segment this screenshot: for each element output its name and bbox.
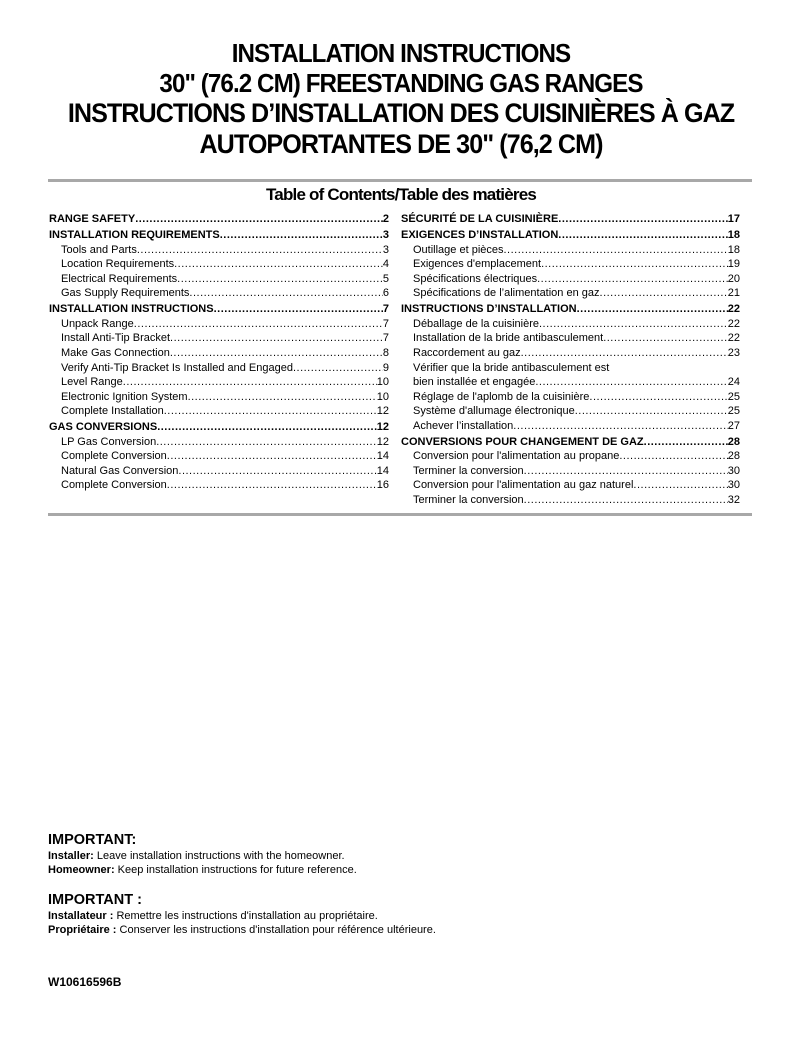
- toc-french-column: [401, 211, 740, 508]
- toc-section[interactable]: [49, 302, 389, 317]
- dot-leader: [603, 331, 728, 346]
- toc-entry-label: Verify Anti-Tip Bracket Is Installed and Engaged: [61, 361, 293, 374]
- toc-entry[interactable]: [401, 286, 740, 301]
- toc-entry-label: Tools and Parts: [61, 243, 137, 256]
- toc-entry[interactable]: [401, 390, 740, 405]
- toc-entry-page: 7: [382, 317, 389, 330]
- installateur-text: Remettre les instructions d'installation au propriétaire.: [113, 910, 378, 922]
- toc-entry-page: 22: [727, 332, 740, 345]
- toc-entry-label: Conversion pour l'alimentation au propane: [413, 450, 620, 463]
- toc-entry-page: 8: [382, 346, 389, 359]
- important-heading: IMPORTANT:: [48, 832, 137, 848]
- toc-entry[interactable]: [401, 464, 740, 479]
- installer-label: Installer:: [48, 850, 94, 862]
- toc-entry-label-continued: bien installée et engagée: [413, 376, 536, 389]
- toc-entry[interactable]: [401, 317, 740, 332]
- toc-entry[interactable]: [401, 404, 740, 419]
- dot-leader: [504, 243, 728, 258]
- dot-leader: [513, 419, 727, 434]
- important-heading-fr: IMPORTANT :: [48, 892, 142, 908]
- toc-entry[interactable]: [401, 331, 740, 346]
- toc-entry-page: 2: [382, 213, 389, 226]
- toc-entry[interactable]: [49, 317, 389, 332]
- dot-leader: [600, 286, 728, 301]
- toc-entry-label: EXIGENCES D’INSTALLATION: [401, 228, 559, 241]
- toc-entry[interactable]: [401, 361, 740, 390]
- toc-entry-page: 17: [727, 213, 740, 226]
- title-line-en-1: INSTALLATION INSTRUCTIONS: [231, 38, 571, 68]
- toc-entry[interactable]: [49, 464, 389, 479]
- toc-entry-page: 19: [727, 258, 740, 271]
- toc-entry-label: Installation de la bride antibasculement: [413, 332, 604, 345]
- dot-leader: [633, 478, 727, 493]
- dot-leader: [170, 331, 383, 346]
- toc-entry[interactable]: [401, 478, 740, 493]
- dot-leader: [558, 212, 727, 227]
- toc-entry-label: Raccordement au gaz: [413, 346, 521, 359]
- toc-entry-label: Install Anti-Tip Bracket: [61, 332, 171, 345]
- toc-entry-label: INSTALLATION INSTRUCTIONS: [49, 303, 214, 316]
- toc-entry-page: 22: [727, 303, 740, 316]
- toc-entry-page: 24: [727, 376, 740, 389]
- installer-note: [48, 849, 357, 863]
- toc-entry-label: Unpack Range: [61, 317, 134, 330]
- installateur-label: Installateur :: [48, 910, 114, 922]
- toc-entry[interactable]: [49, 286, 389, 301]
- toc-entry-page: 20: [727, 272, 740, 285]
- proprietaire-label: Propriétaire :: [48, 924, 117, 936]
- toc-entry-page: 12: [376, 421, 389, 434]
- toc-entry-label: Gas Supply Requirements: [61, 287, 190, 300]
- installer-text: Leave installation instructions with the homeowner.: [93, 850, 345, 862]
- dot-leader: [644, 435, 728, 450]
- toc-entry[interactable]: [49, 272, 389, 287]
- toc-entry-label: INSTALLATION REQUIREMENTS: [49, 228, 220, 241]
- toc-entry[interactable]: [49, 404, 389, 419]
- important-notice-french: [48, 891, 436, 937]
- toc-entry-page: 21: [727, 287, 740, 300]
- dot-leader: [123, 375, 377, 390]
- toc-entry[interactable]: [49, 375, 389, 390]
- toc-entry[interactable]: [49, 243, 389, 258]
- toc-entry-page: 25: [727, 405, 740, 418]
- dot-leader: [170, 346, 383, 361]
- toc-entry-page: 12: [376, 405, 389, 418]
- toc-entry-label: Terminer la conversion: [413, 464, 524, 477]
- toc-entry-label: Exigences d'emplacement: [413, 258, 542, 271]
- toc-entry[interactable]: [401, 272, 740, 287]
- toc-entry[interactable]: [49, 257, 389, 272]
- toc-entry-page: 28: [727, 435, 740, 448]
- document-number: W10616596B: [48, 975, 122, 989]
- title-line-en-2: 30" (76.2 CM) FREESTANDING GAS RANGES: [159, 68, 643, 98]
- dot-leader: [220, 228, 383, 243]
- toc-entry-label: LP Gas Conversion: [61, 435, 157, 448]
- toc-entry-page: 10: [376, 376, 389, 389]
- toc-entry-label: Outillage et pièces: [413, 243, 504, 256]
- toc-entry-page: 23: [727, 346, 740, 359]
- toc-entry[interactable]: [49, 390, 389, 405]
- proprietaire-text: Conserver les instructions d'installation pour référence ultérieure.: [116, 924, 436, 936]
- document-title: [0, 38, 802, 160]
- dot-leader: [189, 286, 382, 301]
- toc-entry-page: 30: [727, 464, 740, 477]
- toc-entry-label: Conversion pour l'alimentation au gaz naturel: [413, 479, 634, 492]
- toc-entry-page: 5: [382, 272, 389, 285]
- toc-entry-page: 7: [382, 332, 389, 345]
- toc-entry-page: 7: [382, 303, 389, 316]
- toc-entry-label: Level Range: [61, 376, 123, 389]
- toc-entry-label: Complete Installation: [61, 405, 164, 418]
- dot-leader: [157, 420, 377, 435]
- dot-leader: [137, 243, 383, 258]
- dot-leader: [619, 449, 727, 464]
- dot-leader: [167, 478, 377, 493]
- toc-entry-label: Terminer la conversion: [413, 494, 524, 507]
- toc-entry[interactable]: [49, 449, 389, 464]
- important-notice-english: [48, 831, 357, 877]
- toc-entry-page: 3: [382, 243, 389, 256]
- dot-leader: [167, 449, 377, 464]
- toc-entry-label: Réglage de l'aplomb de la cuisinière: [413, 390, 590, 403]
- toc-entry-page: 32: [727, 494, 740, 507]
- toc-entry-page: 18: [727, 228, 740, 241]
- dot-leader: [521, 346, 728, 361]
- toc-entry-page: 12: [376, 435, 389, 448]
- toc-entry-page: 4: [382, 258, 389, 271]
- title-line-fr-2: AUTOPORTANTES DE 30" (76,2 CM): [199, 129, 603, 159]
- toc-section[interactable]: [401, 212, 740, 227]
- toc-entry[interactable]: [401, 257, 740, 272]
- toc-entry-label: Electronic Ignition System: [61, 390, 188, 403]
- dot-leader: [539, 317, 728, 332]
- toc-entry-label: Natural Gas Conversion: [61, 464, 179, 477]
- dot-leader: [156, 435, 377, 450]
- bottom-divider: [48, 513, 752, 516]
- toc-entry[interactable]: [49, 435, 389, 450]
- toc-entry-label: RANGE SAFETY: [49, 213, 136, 226]
- dot-leader: [178, 464, 376, 479]
- dot-leader: [135, 212, 383, 227]
- toc-entry-page: 30: [727, 479, 740, 492]
- dot-leader: [164, 404, 377, 419]
- toc-entry-label: INSTRUCTIONS D’INSTALLATION: [401, 303, 577, 316]
- dot-leader: [134, 317, 383, 332]
- toc-entry[interactable]: [401, 449, 740, 464]
- dot-leader: [524, 464, 728, 479]
- toc-entry-page: 25: [727, 390, 740, 403]
- toc-heading: Table of Contents/Table des matières: [265, 185, 537, 204]
- proprietaire-note: [48, 923, 436, 937]
- toc-section[interactable]: [401, 228, 740, 243]
- dot-leader: [177, 272, 383, 287]
- dot-leader: [577, 302, 728, 317]
- toc-entry-label: Make Gas Connection: [61, 346, 170, 359]
- toc-entry[interactable]: [49, 331, 389, 346]
- toc-entry-page: 3: [382, 228, 389, 241]
- toc-entry-label: Vérifier que la bride antibasculement est: [413, 361, 610, 374]
- installateur-note: [48, 909, 436, 923]
- toc-entry-label: Déballage de la cuisinière: [413, 317, 539, 330]
- dot-leader: [558, 228, 727, 243]
- toc-entry-label: Système d'allumage électronique: [413, 405, 575, 418]
- dot-leader: [214, 302, 383, 317]
- title-line-fr-1: INSTRUCTIONS D’INSTALLATION DES CUISINIÈRES À GAZ: [67, 98, 735, 128]
- toc-entry[interactable]: [49, 478, 389, 493]
- toc-entry-page: 14: [376, 450, 389, 463]
- toc-entry-label: Achever l’installation: [413, 419, 514, 432]
- homeowner-note: [48, 863, 357, 877]
- toc-section[interactable]: [401, 435, 740, 450]
- toc-entry-page: 27: [727, 419, 740, 432]
- toc-entry-label: GAS CONVERSIONS: [49, 421, 158, 434]
- dot-leader: [524, 493, 728, 508]
- toc-section[interactable]: [49, 420, 389, 435]
- toc-entry-page: 10: [376, 390, 389, 403]
- toc-entry-page: 14: [376, 464, 389, 477]
- toc-entry[interactable]: [401, 243, 740, 258]
- toc-section[interactable]: [49, 212, 389, 227]
- homeowner-label: Homeowner:: [48, 864, 115, 876]
- toc-entry[interactable]: [401, 419, 740, 434]
- toc-entry-label: SÉCURITÉ DE LA CUISINIÈRE: [401, 213, 559, 226]
- dot-leader: [541, 257, 728, 272]
- dot-leader: [535, 375, 727, 390]
- dot-leader: [537, 272, 728, 287]
- toc-entry-label: Electrical Requirements: [61, 272, 178, 285]
- top-divider: [48, 179, 752, 182]
- toc-entry-page: 6: [382, 287, 389, 300]
- toc-entry-label: Complete Conversion: [61, 450, 167, 463]
- toc-entry-label: Location Requirements: [61, 258, 175, 271]
- toc-entry[interactable]: [401, 346, 740, 361]
- toc-entry[interactable]: [49, 361, 389, 376]
- toc-section[interactable]: [401, 302, 740, 317]
- homeowner-text: Keep installation instructions for future reference.: [114, 864, 357, 876]
- dot-leader: [188, 390, 377, 405]
- dot-leader: [575, 404, 728, 419]
- toc-entry-label: Complete Conversion: [61, 479, 167, 492]
- toc-section[interactable]: [49, 228, 389, 243]
- dot-leader: [174, 257, 383, 272]
- toc-entry-page: 28: [727, 450, 740, 463]
- toc-entry[interactable]: [401, 493, 740, 508]
- dot-leader: [589, 390, 727, 405]
- toc-entry-label: Spécifications de l’alimentation en gaz: [413, 287, 600, 300]
- dot-leader: [293, 361, 383, 376]
- toc-entry-page: 22: [727, 317, 740, 330]
- toc-english-column: [49, 211, 389, 493]
- toc-entry-page: 16: [376, 479, 389, 492]
- toc-entry-label: CONVERSIONS POUR CHANGEMENT DE GAZ: [401, 435, 644, 448]
- toc-entry-page: 18: [727, 243, 740, 256]
- toc-entry-page: 9: [382, 361, 389, 374]
- toc-entry-label: Spécifications électriques: [413, 272, 538, 285]
- toc-entry[interactable]: [49, 346, 389, 361]
